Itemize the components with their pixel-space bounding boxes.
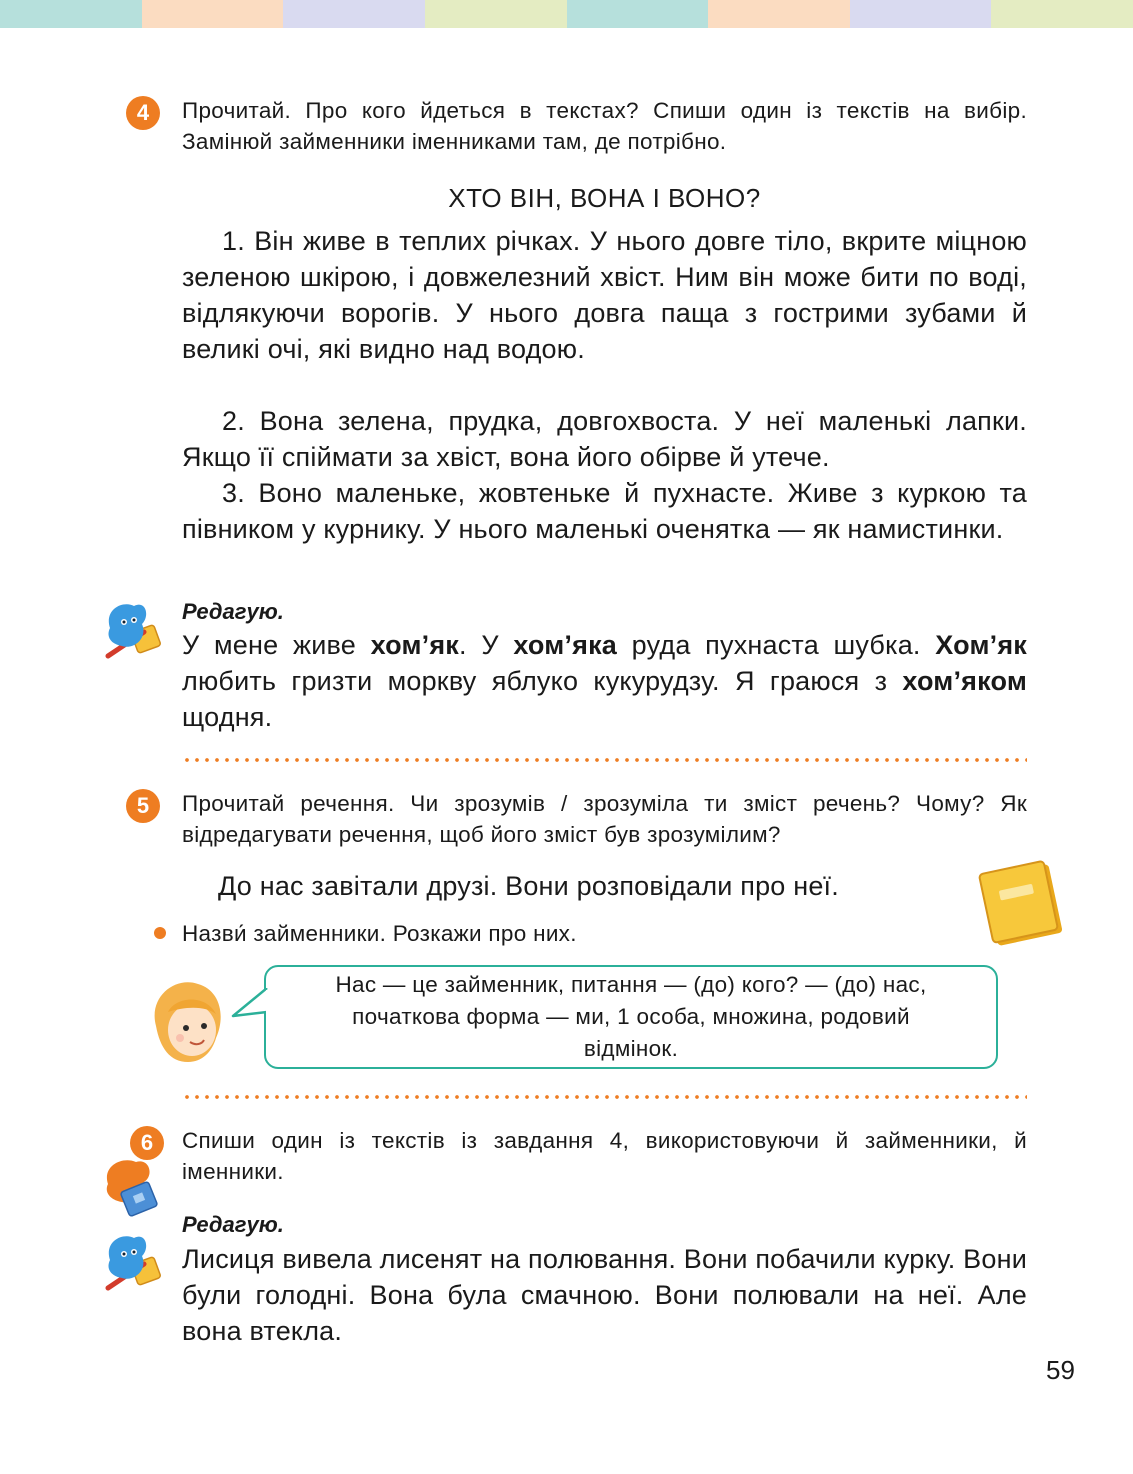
mascot-pencil-icon	[100, 598, 166, 668]
task-4-edit-label: Редагую.	[182, 599, 284, 624]
task-6-edit-text: Лисиця вивела лисенят на полювання. Вони побачили курку. Вони були голодні. Вона була смачною. Вони полювали на неї. Але вона втекла.	[182, 1244, 1027, 1346]
task-4-edit-text: У мене живе хом’як. У хом’яка руда пухнаста шубка. Хом’як любить гризти моркву яблуко кукурудзу. Я граюся з хом’яком щодня.	[182, 630, 1027, 732]
girl-avatar	[146, 976, 230, 1068]
task-4-text-1: 1. Він живе в теплих річках. У нього довге тіло, вкрите міцною зеленою шкірою, і довжелезний хвіст. Ним він може бити по воді, відлякуючи ворогів. У нього довга паща з гострими зубами й великі очі, які видно над водою.	[182, 226, 1027, 364]
header-stripe	[708, 0, 850, 28]
task-5-sentence: До нас завітали друзі. Вони розповідали про неї.	[218, 871, 839, 901]
section-divider	[182, 757, 1027, 763]
speech-bubble	[264, 965, 998, 1069]
task-6-number-badge: 6	[130, 1126, 164, 1160]
mascot-writing-icon	[100, 1156, 166, 1224]
task-6-edit-label: Редагую.	[182, 1212, 284, 1237]
speech-bubble-text: Нас — це займенник, питання — (до) кого? — (до) нас, початкова форма — ми, 1 особа, множина, родовий відмінок.	[335, 972, 927, 1061]
task-5-bullet-text: Назви́ займенники. Розкажи про них.	[182, 921, 577, 946]
task-5-instruction: Прочитай речення. Чи зрозумів / зрозуміла ти зміст речень? Чому? Як відредагувати речення, щоб його зміст був зрозумілим?	[182, 791, 1027, 847]
page-number: 59	[1046, 1355, 1075, 1385]
task-4-title: ХТО ВІН, ВОНА І ВОНО?	[448, 183, 761, 213]
header-color-stripes	[0, 0, 1133, 28]
header-stripe	[991, 0, 1133, 28]
header-stripe	[567, 0, 709, 28]
task-4-number-badge: 4	[126, 96, 160, 130]
header-stripe	[142, 0, 284, 28]
header-stripe	[425, 0, 567, 28]
header-stripe	[0, 0, 142, 28]
task-4-text-3: 3. Воно маленьке, жовтеньке й пухнасте. Живе з куркою та півником у курнику. У нього маленькі оченятка — як намистинки.	[182, 478, 1027, 544]
header-stripe	[283, 0, 425, 28]
bullet-dot	[154, 927, 166, 939]
book-icon	[972, 858, 1074, 950]
section-divider	[182, 1094, 1027, 1100]
task-6-instruction: Спиши один із текстів із завдання 4, використовуючи й займенники, й іменники.	[182, 1128, 1027, 1184]
speech-bubble-tail	[230, 988, 270, 1028]
mascot-pencil-icon	[100, 1230, 166, 1300]
task-5-number-badge: 5	[126, 789, 160, 823]
task-4-text-2: 2. Вона зелена, прудка, довгохвоста. У неї маленькі лапки. Якщо її спіймати за хвіст, вона його обірве й утече.	[182, 406, 1027, 472]
task-4-instruction: Прочитай. Про кого йдеться в текстах? Спиши один із текстів на вибір. Замінюй займенники іменниками там, де потрібно.	[182, 98, 1027, 154]
header-stripe	[850, 0, 992, 28]
